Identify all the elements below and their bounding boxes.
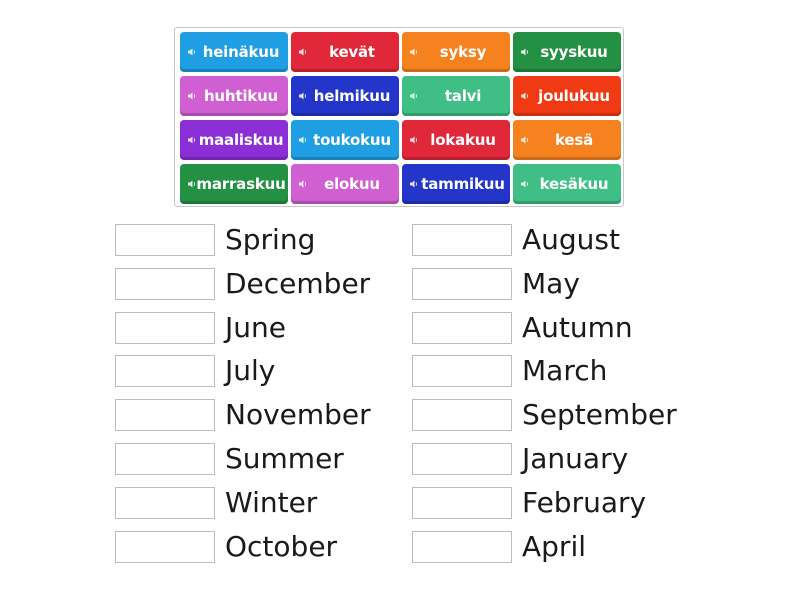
word-tile-bank xyxy=(174,27,624,207)
drop-slot[interactable] xyxy=(412,487,512,519)
speaker-icon[interactable] xyxy=(298,47,308,57)
speaker-icon[interactable] xyxy=(520,91,530,101)
drop-slot[interactable] xyxy=(412,268,512,300)
answer-row xyxy=(412,485,646,521)
word-tile-label: maaliskuu xyxy=(198,131,284,149)
answer-row xyxy=(115,222,315,258)
word-tile[interactable] xyxy=(291,76,399,116)
word-tile[interactable] xyxy=(513,76,621,116)
speaker-icon[interactable] xyxy=(298,135,308,145)
word-tile-label: talvi xyxy=(444,87,482,105)
drop-slot[interactable] xyxy=(412,399,512,431)
target-word: December xyxy=(225,266,371,300)
word-tile-label: huhtikuu xyxy=(203,87,279,105)
target-word: March xyxy=(522,354,608,388)
word-tile[interactable] xyxy=(513,164,621,204)
speaker-icon[interactable] xyxy=(520,47,530,57)
speaker-icon[interactable] xyxy=(409,135,419,145)
target-word: Autumn xyxy=(522,310,633,344)
word-tile-label: joulukuu xyxy=(538,87,610,105)
speaker-icon[interactable] xyxy=(187,135,197,145)
word-tile-label: tammikuu xyxy=(421,175,505,193)
drop-slot[interactable] xyxy=(412,355,512,387)
drop-slot[interactable] xyxy=(115,355,215,387)
word-tile-label: toukokuu xyxy=(313,131,391,149)
answer-row xyxy=(115,266,370,302)
target-word: June xyxy=(225,310,286,344)
answer-row xyxy=(412,266,580,302)
word-tile[interactable] xyxy=(402,32,510,72)
word-tile-label: syksy xyxy=(439,43,487,61)
drop-slot[interactable] xyxy=(115,443,215,475)
speaker-icon[interactable] xyxy=(187,179,197,189)
word-tile[interactable] xyxy=(291,164,399,204)
speaker-icon[interactable] xyxy=(520,179,530,189)
answer-row xyxy=(115,353,275,389)
answer-row xyxy=(115,441,344,477)
word-tile[interactable] xyxy=(180,164,288,204)
drop-slot[interactable] xyxy=(115,312,215,344)
word-tile[interactable] xyxy=(180,32,288,72)
word-tile-label: kevät xyxy=(329,43,375,61)
word-tile-label: elokuu xyxy=(324,175,380,193)
word-tile-label: lokakuu xyxy=(430,131,496,149)
answer-row xyxy=(412,353,607,389)
target-word: Summer xyxy=(225,442,344,475)
target-word: Winter xyxy=(225,485,318,519)
word-tile-label: marraskuu xyxy=(196,175,286,193)
answer-row xyxy=(412,397,677,433)
drop-slot[interactable] xyxy=(412,312,512,344)
drop-slot[interactable] xyxy=(412,224,512,256)
answer-row xyxy=(412,529,586,565)
target-word: April xyxy=(522,529,586,563)
answer-row xyxy=(412,310,633,346)
answer-row xyxy=(115,485,317,521)
speaker-icon[interactable] xyxy=(520,135,530,145)
word-tile[interactable] xyxy=(513,120,621,160)
target-word: February xyxy=(522,485,647,519)
word-tile[interactable] xyxy=(180,120,288,160)
answer-row xyxy=(115,529,337,565)
word-tile-label: syyskuu xyxy=(540,43,608,61)
drop-slot[interactable] xyxy=(412,531,512,563)
speaker-icon[interactable] xyxy=(298,179,308,189)
word-tile-label: helmikuu xyxy=(313,87,391,105)
word-tile-label: kesä xyxy=(555,131,593,149)
word-tile[interactable] xyxy=(291,32,399,72)
word-tile[interactable] xyxy=(180,76,288,116)
answer-row xyxy=(115,310,286,346)
word-tile[interactable] xyxy=(291,120,399,160)
target-word: November xyxy=(225,398,371,432)
word-tile-label: kesäkuu xyxy=(539,175,609,193)
drop-slot[interactable] xyxy=(115,487,215,519)
speaker-icon[interactable] xyxy=(409,179,419,189)
target-word: August xyxy=(522,223,620,256)
speaker-icon[interactable] xyxy=(187,91,197,101)
answer-row xyxy=(412,441,628,477)
drop-slot[interactable] xyxy=(412,443,512,475)
target-word: May xyxy=(522,266,580,300)
target-word: Spring xyxy=(225,223,316,256)
speaker-icon[interactable] xyxy=(298,91,308,101)
word-tile[interactable] xyxy=(513,32,621,72)
word-tile-label: heinäkuu xyxy=(202,43,280,61)
drop-slot[interactable] xyxy=(115,399,215,431)
speaker-icon[interactable] xyxy=(409,47,419,57)
target-word: January xyxy=(522,442,629,475)
word-tile[interactable] xyxy=(402,76,510,116)
answer-row xyxy=(412,222,620,258)
word-tile[interactable] xyxy=(402,164,510,204)
drop-slot[interactable] xyxy=(115,224,215,256)
target-word: October xyxy=(225,529,338,563)
drop-slot[interactable] xyxy=(115,268,215,300)
target-word: July xyxy=(225,354,276,388)
speaker-icon[interactable] xyxy=(409,91,419,101)
speaker-icon[interactable] xyxy=(187,47,197,57)
word-tile[interactable] xyxy=(402,120,510,160)
target-word: September xyxy=(522,398,677,432)
answer-row xyxy=(115,397,371,433)
drop-slot[interactable] xyxy=(115,531,215,563)
